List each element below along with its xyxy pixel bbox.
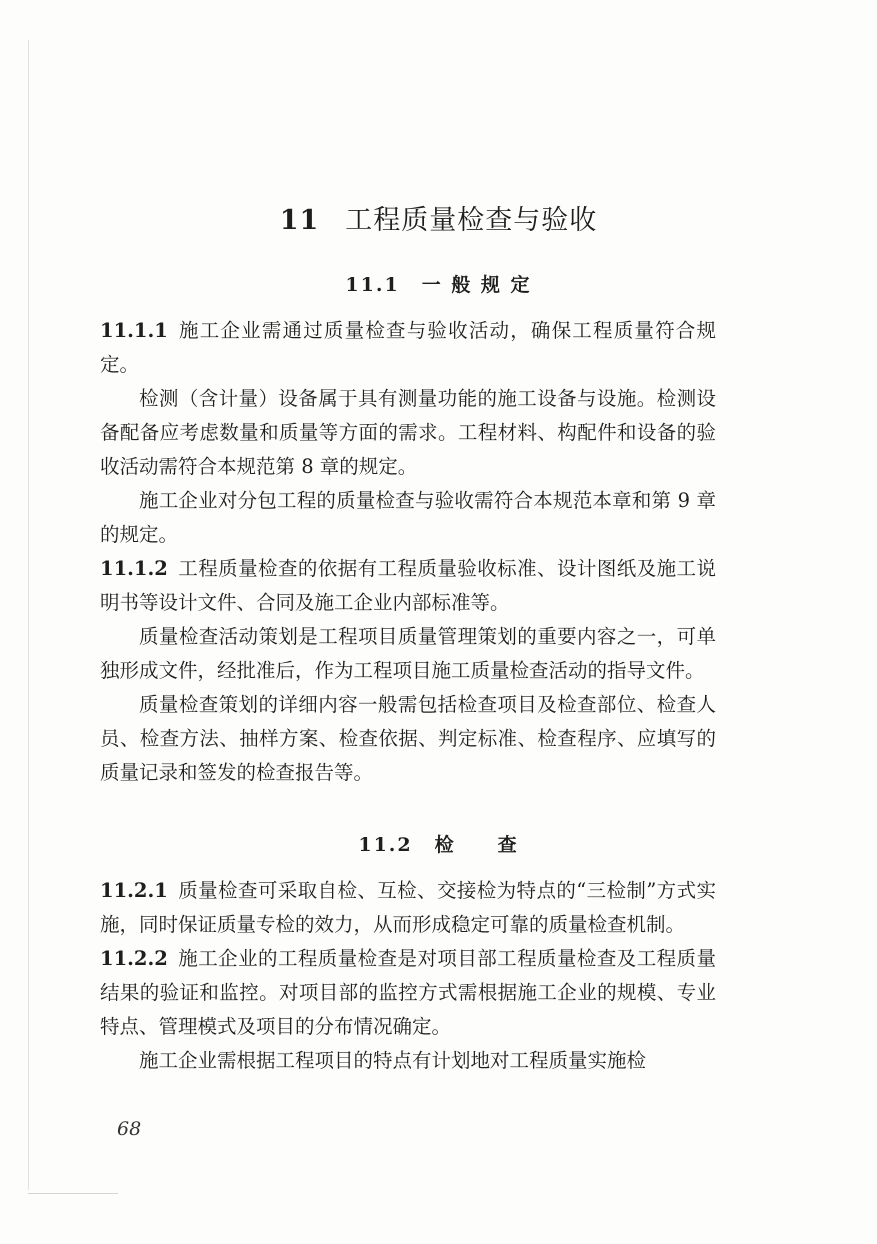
paragraph-text: 施工企业的工程质量检查是对项目部工程质量检查及工程质量结果的验证和监控。对项目部的监控方式需根据施工企业的规模、专业特点、管理模式及项目的分布情况确定。 bbox=[100, 947, 716, 1038]
clause-paragraph bbox=[100, 314, 716, 382]
paragraph-text: 质量检查可采取自检、互检、交接检为特点的“三检制”方式实施，同时保证质量专检的效力，从而形成稳定可靠的质量检查机制。 bbox=[100, 879, 716, 936]
paragraph: 施工企业对分包工程的质量检查与验收需符合本规范本章和第 9 章的规定。 bbox=[100, 489, 716, 546]
clause-paragraph bbox=[100, 874, 716, 942]
page-number: 68 bbox=[117, 1118, 142, 1140]
section-number: 11.2 bbox=[358, 834, 413, 856]
section-11-1-body bbox=[100, 314, 716, 790]
section-title-text: 一 般 规 定 bbox=[421, 274, 532, 296]
clause-number: 11.2.2 bbox=[100, 947, 168, 970]
clause-number: 11.2.1 bbox=[100, 879, 168, 902]
clause-paragraph bbox=[100, 552, 716, 620]
chapter-title-text: 工程质量检查与验收 bbox=[345, 205, 598, 236]
paragraph: 质量检查策划的详细内容一般需包括检查项目及检查部位、检查人员、检查方法、抽样方案、检查依据、判定标准、检查程序、应填写的质量记录和签发的检查报告等。 bbox=[100, 693, 716, 784]
clause-paragraph bbox=[100, 942, 716, 1044]
section-title-11-2 bbox=[0, 830, 877, 857]
paragraph-text: 施工企业需通过质量检查与验收活动，确保工程质量符合规定。 bbox=[100, 319, 716, 376]
paragraph-text: 工程质量检查的依据有工程质量验收标准、设计图纸及施工说明书等设计文件、合同及施工企业内部标准等。 bbox=[100, 557, 716, 614]
chapter-number: 11 bbox=[279, 205, 320, 236]
paragraph: 检测（含计量）设备属于具有测量功能的施工设备与设施。检测设备配备应考虑数量和质量等方面的需求。工程材料、构配件和设备的验收活动需符合本规范第 8 章的规定。 bbox=[100, 387, 716, 478]
section-number: 11.1 bbox=[345, 274, 400, 296]
clause-number: 11.1.1 bbox=[100, 319, 168, 342]
section-11-2-body bbox=[100, 874, 716, 1078]
paragraph: 质量检查活动策划是工程项目质量管理策划的重要内容之一，可单独形成文件，经批准后，作为工程项目施工质量检查活动的指导文件。 bbox=[100, 625, 716, 682]
paragraph: 施工企业需根据工程项目的特点有计划地对工程质量实施检 bbox=[139, 1049, 647, 1072]
chapter-title bbox=[0, 198, 877, 237]
page-bottom-line bbox=[28, 1193, 118, 1194]
clause-number: 11.1.2 bbox=[100, 557, 168, 580]
section-title-11-1 bbox=[0, 270, 877, 297]
section-title-text: 检 查 bbox=[434, 834, 519, 856]
